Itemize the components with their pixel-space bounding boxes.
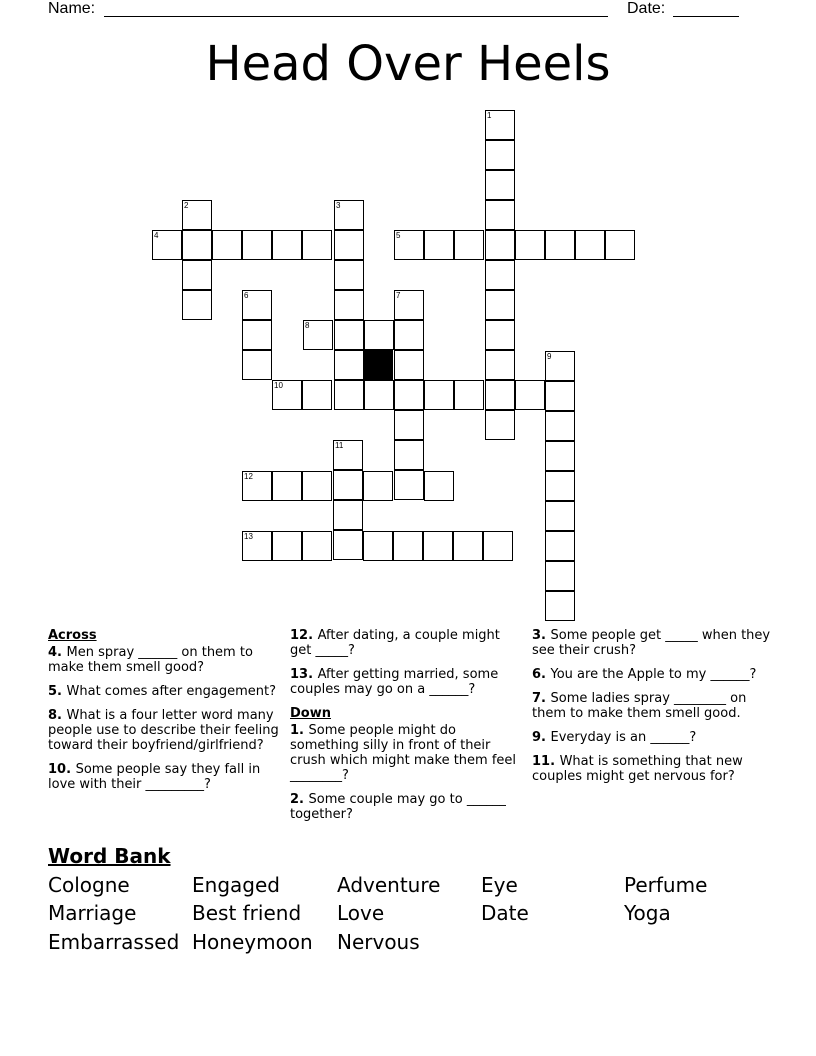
clue-text: What comes after engagement? [66, 684, 276, 699]
grid-cell[interactable] [364, 380, 394, 410]
clue [290, 723, 520, 783]
grid-cell-1[interactable] [485, 110, 515, 140]
grid-cell-5[interactable] [394, 230, 424, 260]
word-bank-title: Word Bank [48, 844, 171, 868]
clue [290, 628, 520, 658]
clue-text: Everyday is an ______? [550, 730, 697, 745]
name-label: Name: [48, 0, 96, 17]
clue-text: Some couple may go to ______ together? [290, 792, 506, 822]
down-heading: Down [290, 706, 331, 721]
grid-cell[interactable] [545, 501, 575, 531]
clue-text: What is something that new couples might get nervous for? [532, 754, 743, 784]
clue-text: What is a four letter word many people use to describe their feeling toward their boyfriend/girlfriend? [48, 708, 279, 753]
clue-number: 7 [396, 291, 401, 300]
grid-cell[interactable] [394, 350, 424, 380]
clues-column-3 [532, 628, 772, 793]
grid-cell[interactable] [302, 380, 332, 410]
clue-number: 3 [336, 201, 341, 210]
clue-number: 9. [532, 730, 551, 745]
clue-text: Some people say they fall in love with their _________? [48, 762, 261, 792]
grid-cell[interactable] [485, 200, 515, 230]
clue-number: 4 [154, 231, 159, 240]
grid-cell[interactable] [454, 380, 484, 410]
clue [532, 667, 772, 682]
grid-cell[interactable] [242, 350, 272, 380]
grid-cell[interactable] [333, 470, 363, 500]
clue-number: 12. [290, 628, 318, 643]
grid-cell[interactable] [363, 531, 393, 561]
clue-number: 6. [532, 667, 551, 682]
grid-cell[interactable] [515, 230, 545, 260]
across-heading: Across [48, 628, 97, 643]
grid-cell[interactable] [302, 531, 332, 561]
grid-cell[interactable] [545, 561, 575, 591]
grid-cell[interactable] [363, 471, 393, 501]
word-bank-item: Honeymoon [192, 930, 313, 954]
word-bank-item: Cologne [48, 873, 130, 897]
clue-number: 10 [274, 381, 283, 390]
clue [48, 762, 280, 792]
grid-cell[interactable] [394, 470, 424, 500]
date-label: Date: [627, 0, 666, 17]
clue-number: 8. [48, 708, 67, 723]
grid-cell-6[interactable] [242, 290, 272, 320]
clue-number: 7. [532, 691, 551, 706]
grid-cell[interactable] [242, 320, 272, 350]
word-bank-item: Marriage [48, 901, 137, 925]
clue-number: 1 [487, 111, 492, 120]
grid-cell-4[interactable] [152, 230, 182, 260]
clue-number: 11. [532, 754, 560, 769]
clue-text: After getting married, some couples may go on a ______? [290, 667, 499, 697]
grid-cell-2[interactable] [182, 200, 212, 230]
clue-number: 13. [290, 667, 318, 682]
clue-number: 1. [290, 723, 309, 738]
grid-cell[interactable] [424, 380, 454, 410]
grid-cell[interactable] [272, 471, 302, 501]
clue-number: 5. [48, 684, 67, 699]
grid-cell-13[interactable] [242, 531, 272, 561]
grid-cell[interactable] [334, 230, 364, 260]
clues-column-1 [48, 628, 280, 801]
clue [48, 708, 280, 753]
grid-cell[interactable] [334, 290, 364, 320]
word-bank-item: Perfume [624, 873, 708, 897]
grid-cell[interactable] [545, 531, 575, 561]
grid-cell[interactable] [453, 531, 483, 561]
clue-text: Some people might do something silly in front of their crush which might make them feel ________? [290, 723, 517, 783]
clue-number: 9 [547, 352, 552, 361]
grid-cell[interactable] [393, 531, 423, 561]
grid-cell[interactable] [423, 531, 453, 561]
grid-cell[interactable] [605, 230, 635, 260]
clue [532, 691, 772, 721]
grid-cell[interactable] [334, 380, 364, 410]
clue-number: 13 [244, 532, 253, 541]
grid-cell[interactable] [394, 380, 424, 410]
grid-cell[interactable] [302, 230, 332, 260]
clue-text: Some people get _____ when they see their crush? [532, 628, 771, 658]
grid-cell[interactable] [182, 260, 212, 290]
clue-number: 11 [335, 441, 344, 450]
grid-cell[interactable] [485, 170, 515, 200]
word-bank-item: Love [337, 901, 385, 925]
clue-number: 3. [532, 628, 551, 643]
grid-cell[interactable] [182, 290, 212, 320]
grid-cell[interactable] [334, 320, 364, 350]
grid-cell[interactable] [485, 140, 515, 170]
grid-cell[interactable] [483, 531, 513, 561]
grid-cell[interactable] [272, 230, 302, 260]
grid-cell[interactable] [545, 441, 575, 471]
grid-cell[interactable] [485, 260, 515, 290]
clue [48, 684, 280, 699]
grid-cell[interactable] [485, 290, 515, 320]
word-bank-item: Yoga [624, 901, 671, 925]
word-bank-item: Engaged [192, 873, 280, 897]
grid-cell[interactable] [334, 350, 364, 380]
clue-number: 2 [184, 201, 189, 210]
clue [48, 645, 280, 675]
grid-cell-3[interactable] [334, 200, 364, 230]
grid-cell[interactable] [424, 471, 454, 501]
grid-cell[interactable] [485, 410, 515, 440]
grid-cell[interactable] [545, 591, 575, 621]
grid-cell[interactable] [545, 381, 575, 411]
grid-cell[interactable] [394, 320, 424, 350]
clue-text: After dating, a couple might get _____? [290, 628, 500, 658]
clue [290, 792, 520, 822]
grid-cell[interactable] [272, 531, 302, 561]
word-bank-item: Embarrassed [48, 930, 180, 954]
grid-cell[interactable] [485, 230, 515, 260]
clue-number: 4. [48, 645, 67, 660]
grid-cell[interactable] [333, 500, 363, 530]
black-square [363, 350, 393, 380]
grid-cell-8[interactable] [303, 320, 333, 350]
word-bank-item: Date [481, 901, 529, 925]
word-bank-item: Adventure [337, 873, 441, 897]
grid-cell[interactable] [545, 230, 575, 260]
grid-cell-7[interactable] [394, 290, 424, 320]
clue-number: 5 [396, 231, 401, 240]
clue-number: 8 [305, 321, 310, 330]
clue [290, 667, 520, 697]
grid-cell[interactable] [394, 410, 424, 440]
grid-cell-11[interactable] [333, 440, 363, 470]
grid-cell[interactable] [485, 350, 515, 380]
word-bank-item: Best friend [192, 901, 302, 925]
grid-cell[interactable] [575, 230, 605, 260]
clue-number: 6 [244, 291, 249, 300]
clue-number: 10. [48, 762, 76, 777]
grid-cell[interactable] [334, 260, 364, 290]
clues-column-2 [290, 628, 520, 831]
clue-text: You are the Apple to my ______? [550, 667, 757, 682]
grid-cell[interactable] [485, 380, 515, 410]
word-bank-item: Nervous [337, 930, 420, 954]
grid-cell[interactable] [242, 230, 272, 260]
clue-text: Some ladies spray ________ on them to make them smell good. [532, 691, 747, 721]
grid-cell[interactable] [485, 320, 515, 350]
grid-cell-12[interactable] [242, 471, 272, 501]
grid-cell[interactable] [515, 380, 545, 410]
grid-cell[interactable] [545, 471, 575, 501]
grid-cell[interactable] [333, 530, 363, 560]
clue-text: Men spray ______ on them to make them smell good? [48, 645, 253, 675]
clue-number: 2. [290, 792, 309, 807]
grid-cell[interactable] [545, 411, 575, 441]
clue [532, 628, 772, 658]
grid-cell[interactable] [212, 230, 242, 260]
grid-cell[interactable] [302, 471, 332, 501]
grid-cell[interactable] [364, 320, 394, 350]
clue-number: 12 [244, 472, 253, 481]
grid-cell-10[interactable] [272, 380, 302, 410]
clue [532, 754, 772, 784]
grid-cell[interactable] [424, 230, 454, 260]
grid-cell[interactable] [182, 230, 212, 260]
word-bank-item: Eye [481, 873, 518, 897]
clue [532, 730, 772, 745]
grid-cell[interactable] [394, 440, 424, 470]
page-title: Head Over Heels [205, 36, 611, 92]
grid-cell[interactable] [454, 230, 484, 260]
grid-cell-9[interactable] [545, 351, 575, 381]
